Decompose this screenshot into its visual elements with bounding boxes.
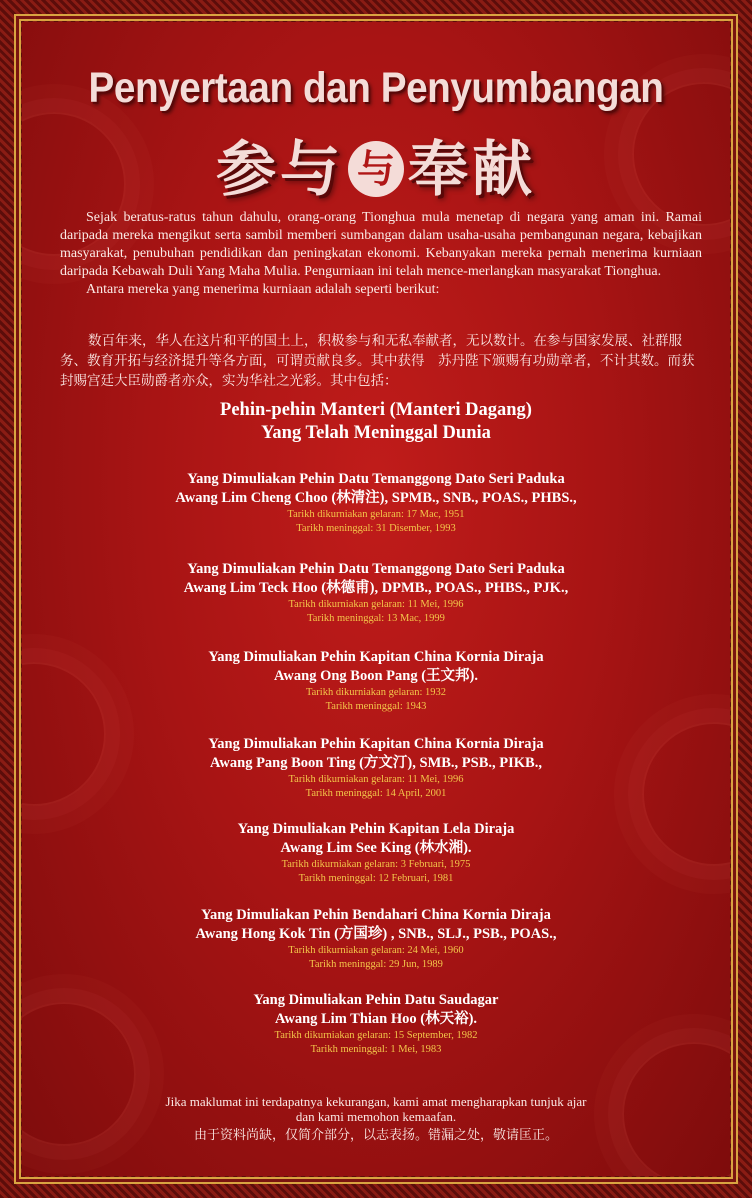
date-conferred: Tarikh dikurniakan gelaran: 3 Februari, 1975: [281, 859, 471, 870]
honoree-title: Yang Dimuliakan Pehin Datu Temanggong Dato Seri Paduka: [187, 561, 565, 577]
honoree-entry: [22, 470, 730, 536]
honoree-title: Yang Dimuliakan Pehin Kapitan China Kornia Diraja: [208, 736, 544, 752]
intro-paragraph-1: Sejak beratus-ratus tahun dahulu, orang-orang Tionghua mula menetap di negara yang aman ini. Ramai daripada mereka mengikut serta sambil memberi sumbangan dalam usaha-usaha pembangunan negara, kebajikan masyarakat, penubuhan pendidikan dan peningkatan ekonomi. Kebanyakan mereka pernah menerima kurniaan daripada Kebawah Duli Yang Maha Mulia. Pengurniaan ini telah mence-merlangkan masyarakat Tionghua.: [60, 210, 702, 279]
intro-text-chinese: 数百年来，华人在这片和平的国土上，积极参与和无私奉献者，无以数计。在参与国家发展、社群服务、教育开拓与经济提升等各方面，可谓贡献良多。其中获得 苏丹陛下颁赐有功勋章者，不计其数。而获封赐宫廷大臣勋爵者亦众，实为华社之光彩。其中包括：: [60, 333, 695, 389]
title-zh-right: 奉献: [408, 135, 536, 205]
date-died: Tarikh meninggal: 14 April, 2001: [305, 788, 447, 799]
date-conferred: Tarikh dikurniakan gelaran: 17 Mac, 1951: [287, 509, 465, 520]
page-title-chinese: [22, 122, 730, 208]
date-conferred: Tarikh dikurniakan gelaran: 24 Mei, 1960: [288, 945, 464, 956]
date-died: Tarikh meninggal: 31 Disember, 1993: [296, 523, 456, 534]
honoree-name: Awang Hong Kok Tin (方国珍) , SNB., SLJ., PSB., POAS.,: [195, 926, 557, 942]
honoree-entry: [22, 906, 730, 972]
honoree-name: Awang Lim Teck Hoo (林德甫), DPMB., POAS., PHBS., PJK.,: [183, 580, 569, 596]
honoree-name: Awang Pang Boon Ting (方文汀), SMB., PSB., PIKB.,: [210, 755, 542, 771]
page-title-malay: Penyertaan dan Penyumbangan: [88, 64, 664, 112]
honoree-name: Awang Lim Thian Hoo (林天裕).: [274, 1011, 478, 1027]
intro-paragraph-2: Antara mereka yang menerima kurniaan adalah seperti berikut:: [86, 282, 440, 297]
honoree-name: Awang Lim Cheng Choo (林清注), SPMB., SNB., POAS., PHBS.,: [175, 490, 577, 506]
footer-note: [22, 1094, 730, 1143]
footer-chinese: 由于资料尚缺，仅简介部分，以志表扬。错漏之处，敬请匡正。: [193, 1128, 558, 1143]
section-heading-line-1: Pehin-pehin Manteri (Manteri Dagang): [220, 400, 532, 420]
title-zh-left: 参与: [216, 135, 344, 205]
honoree-entry: [22, 820, 730, 886]
intro-text-malay: [60, 209, 702, 299]
date-died: Tarikh meninggal: 13 Mac, 1999: [307, 613, 445, 624]
date-died: Tarikh meninggal: 29 Jun, 1989: [309, 959, 443, 970]
honoree-entry: [22, 560, 730, 626]
honoree-title: Yang Dimuliakan Pehin Kapitan China Kornia Diraja: [208, 649, 544, 665]
honoree-title: Yang Dimuliakan Pehin Bendahari China Kornia Diraja: [201, 907, 551, 923]
date-died: Tarikh meninggal: 1 Mei, 1983: [310, 1044, 442, 1055]
footer-line-1: Jika maklumat ini terdapatnya kekurangan, kami amat mengharapkan tunjuk ajar: [165, 1094, 587, 1109]
honoree-entry: [22, 991, 730, 1057]
date-conferred: Tarikh dikurniakan gelaran: 15 September, 1982: [274, 1030, 478, 1041]
honoree-title: Yang Dimuliakan Pehin Kapitan Lela Diraja: [237, 821, 515, 837]
date-died: Tarikh meninggal: 12 Februari, 1981: [298, 873, 454, 884]
honoree-name: Awang Lim See King (林水湘).: [280, 840, 472, 856]
honoree-entry: [22, 648, 730, 714]
section-heading: [22, 399, 730, 445]
date-conferred: Tarikh dikurniakan gelaran: 11 Mei, 1996: [288, 599, 464, 610]
section-heading-line-2: Yang Telah Meninggal Dunia: [261, 423, 491, 443]
date-conferred: Tarikh dikurniakan gelaran: 1932: [305, 687, 447, 698]
honoree-title: Yang Dimuliakan Pehin Datu Temanggong Dato Seri Paduka: [187, 471, 565, 487]
footer-line-2: dan kami memohon kemaafan.: [295, 1109, 457, 1124]
honoree-entry: [22, 735, 730, 801]
title-zh-circle-badge: 与: [348, 141, 404, 197]
poster-panel: [22, 22, 730, 1176]
date-conferred: Tarikh dikurniakan gelaran: 11 Mei, 1996: [288, 774, 464, 785]
honoree-title: Yang Dimuliakan Pehin Datu Saudagar: [253, 992, 499, 1008]
date-died: Tarikh meninggal: 1943: [325, 701, 427, 712]
honoree-name: Awang Ong Boon Pang (王文邦).: [274, 668, 478, 684]
